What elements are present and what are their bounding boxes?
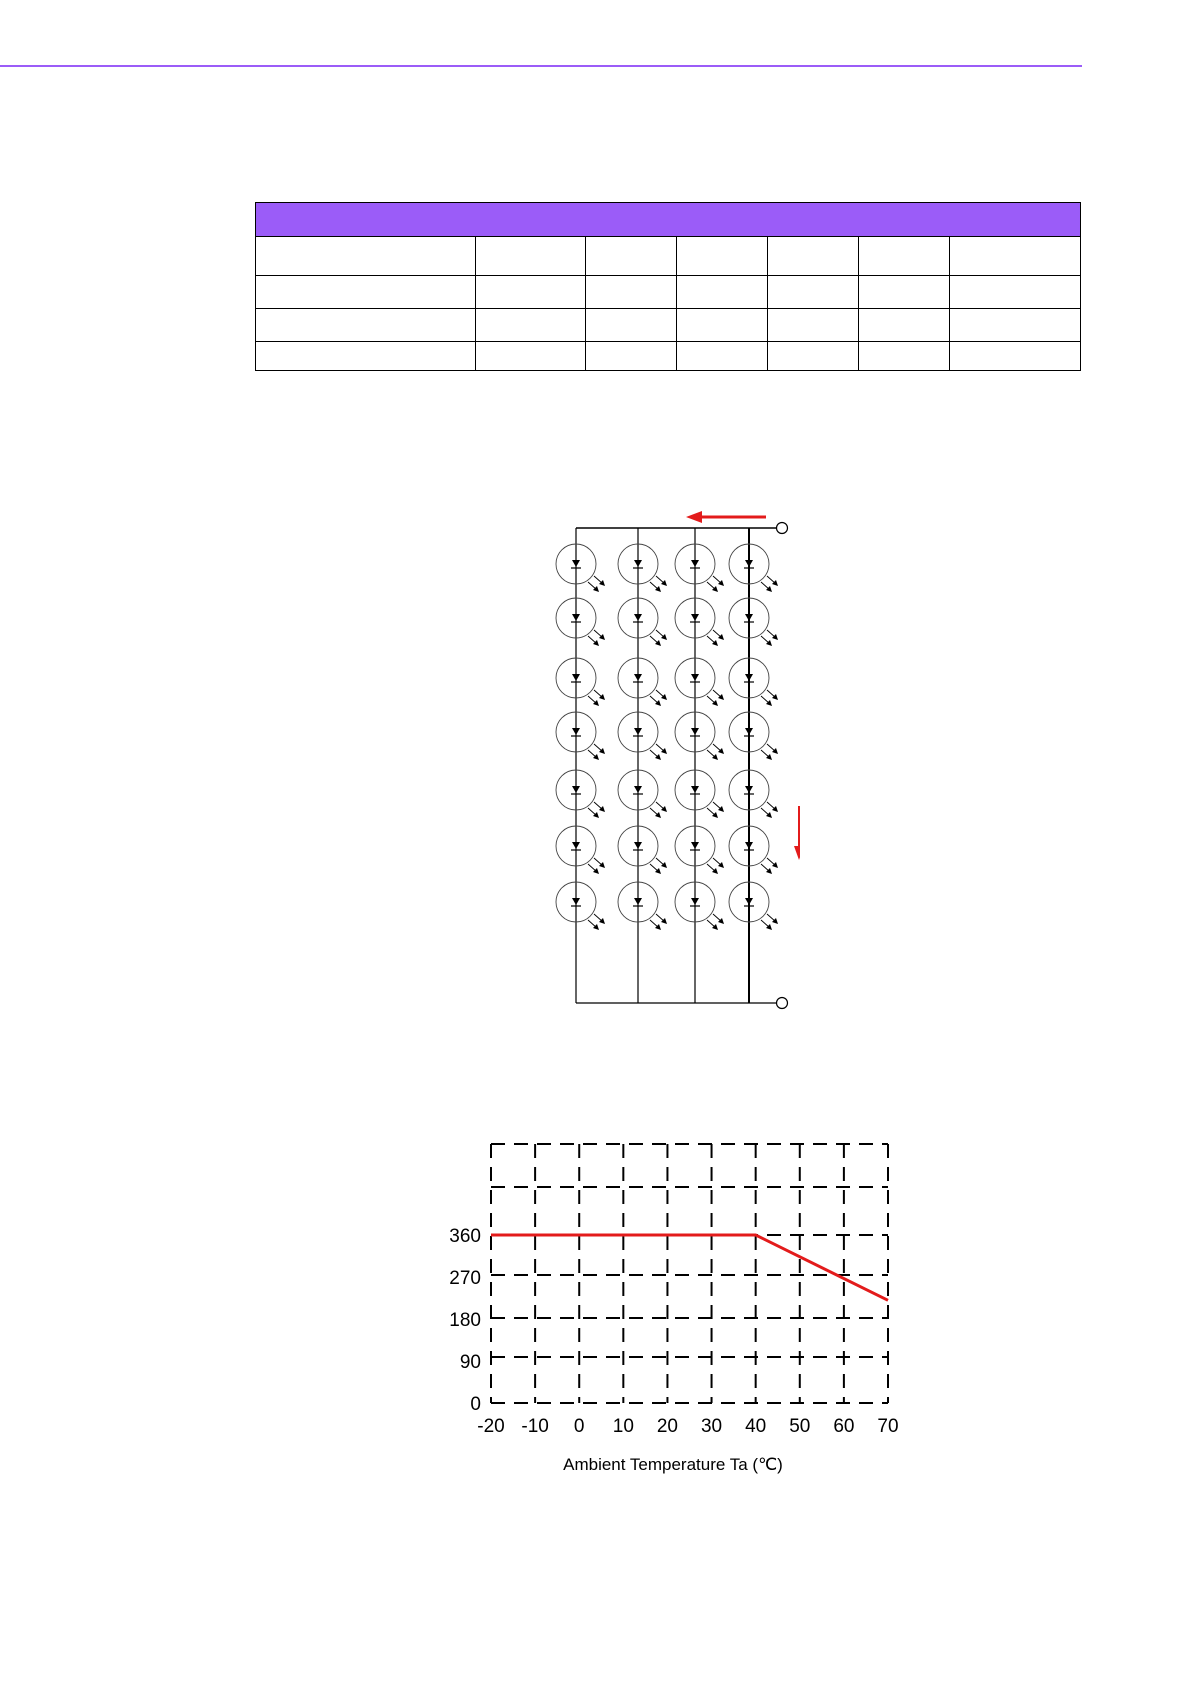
chart-ticks (449, 1226, 898, 1437)
table-cell (859, 237, 950, 276)
y-tick-label: 270 (449, 1268, 481, 1289)
positive-terminal-icon (777, 523, 788, 534)
led-icon (675, 882, 724, 930)
x-tick-label: 70 (877, 1416, 899, 1437)
led-icon (556, 882, 605, 930)
led-icon (675, 770, 724, 818)
led-icon (729, 712, 778, 760)
table-cell (256, 309, 476, 342)
table-cell (950, 276, 1081, 309)
table-cell (768, 276, 859, 309)
x-axis-label: Ambient Temperature Ta (℃) (563, 1455, 783, 1474)
table-cell (677, 237, 768, 276)
table-cell (476, 309, 586, 342)
table-cell (256, 276, 476, 309)
table-cell (677, 342, 768, 371)
y-tick-label: 0 (470, 1394, 481, 1415)
table-cell (256, 342, 476, 371)
x-tick-label: 50 (789, 1416, 811, 1437)
table-cell (586, 237, 677, 276)
table-cell (476, 237, 586, 276)
x-tick-label: 0 (573, 1416, 585, 1437)
table-cell (677, 276, 768, 309)
table-cell (859, 309, 950, 342)
table-cell (768, 309, 859, 342)
led-icon (618, 712, 667, 760)
led-icon (618, 882, 667, 930)
led-icon (618, 658, 667, 706)
led-icon (556, 598, 605, 646)
table-row (256, 342, 1081, 371)
table-cell (859, 342, 950, 371)
led-icon (729, 882, 778, 930)
table-cell (256, 237, 476, 276)
led-icon (729, 826, 778, 874)
y-tick-label: 360 (449, 1226, 481, 1247)
led-icon (675, 712, 724, 760)
led-circuit-diagram (540, 500, 800, 1020)
x-tick-label: -20 (477, 1416, 505, 1437)
x-tick-label: 40 (745, 1416, 767, 1437)
series-line (491, 1235, 888, 1300)
x-tick-label: 60 (833, 1416, 855, 1437)
table-cell (677, 309, 768, 342)
table-cell (950, 342, 1081, 371)
negative-terminal-icon (777, 998, 788, 1009)
x-tick-label: 10 (612, 1416, 634, 1437)
table-cell (768, 342, 859, 371)
led-icon (729, 598, 778, 646)
led-icon (556, 712, 605, 760)
led-icon (618, 770, 667, 818)
table-row (256, 309, 1081, 342)
x-tick-label: 30 (700, 1416, 723, 1437)
arrow-left-icon (686, 511, 766, 523)
led-icon (618, 826, 667, 874)
table-cell (950, 237, 1081, 276)
led-icon (556, 770, 605, 818)
led-icon (729, 770, 778, 818)
table-cell (859, 276, 950, 309)
led-icon (675, 544, 724, 592)
led-icon (556, 826, 605, 874)
led-icon (618, 598, 667, 646)
led-icon (556, 658, 605, 706)
table-cell (586, 309, 677, 342)
led-icon (675, 826, 724, 874)
derating-chart (435, 1140, 905, 1480)
table-row (256, 276, 1081, 309)
led-icon (675, 658, 724, 706)
x-tick-label: 20 (656, 1416, 679, 1437)
table-cell (586, 342, 677, 371)
chart-grid (491, 1144, 888, 1403)
table-row (256, 237, 1081, 276)
header-rule (0, 65, 1082, 67)
led-icon (729, 544, 778, 592)
led-icon (675, 598, 724, 646)
y-tick-label: 180 (449, 1310, 481, 1331)
table-cell (476, 342, 586, 371)
table-cell (586, 276, 677, 309)
table-cell (768, 237, 859, 276)
arrow-down-icon (794, 806, 800, 860)
led-grid (556, 528, 778, 1003)
x-tick-label: -10 (521, 1416, 549, 1437)
led-icon (556, 544, 605, 592)
led-icon (618, 544, 667, 592)
table-cell (950, 309, 1081, 342)
y-tick-label: 90 (459, 1352, 481, 1373)
table-header-bar (256, 203, 1081, 237)
spec-table (255, 202, 1081, 371)
table-cell (476, 276, 586, 309)
led-icon (729, 658, 778, 706)
